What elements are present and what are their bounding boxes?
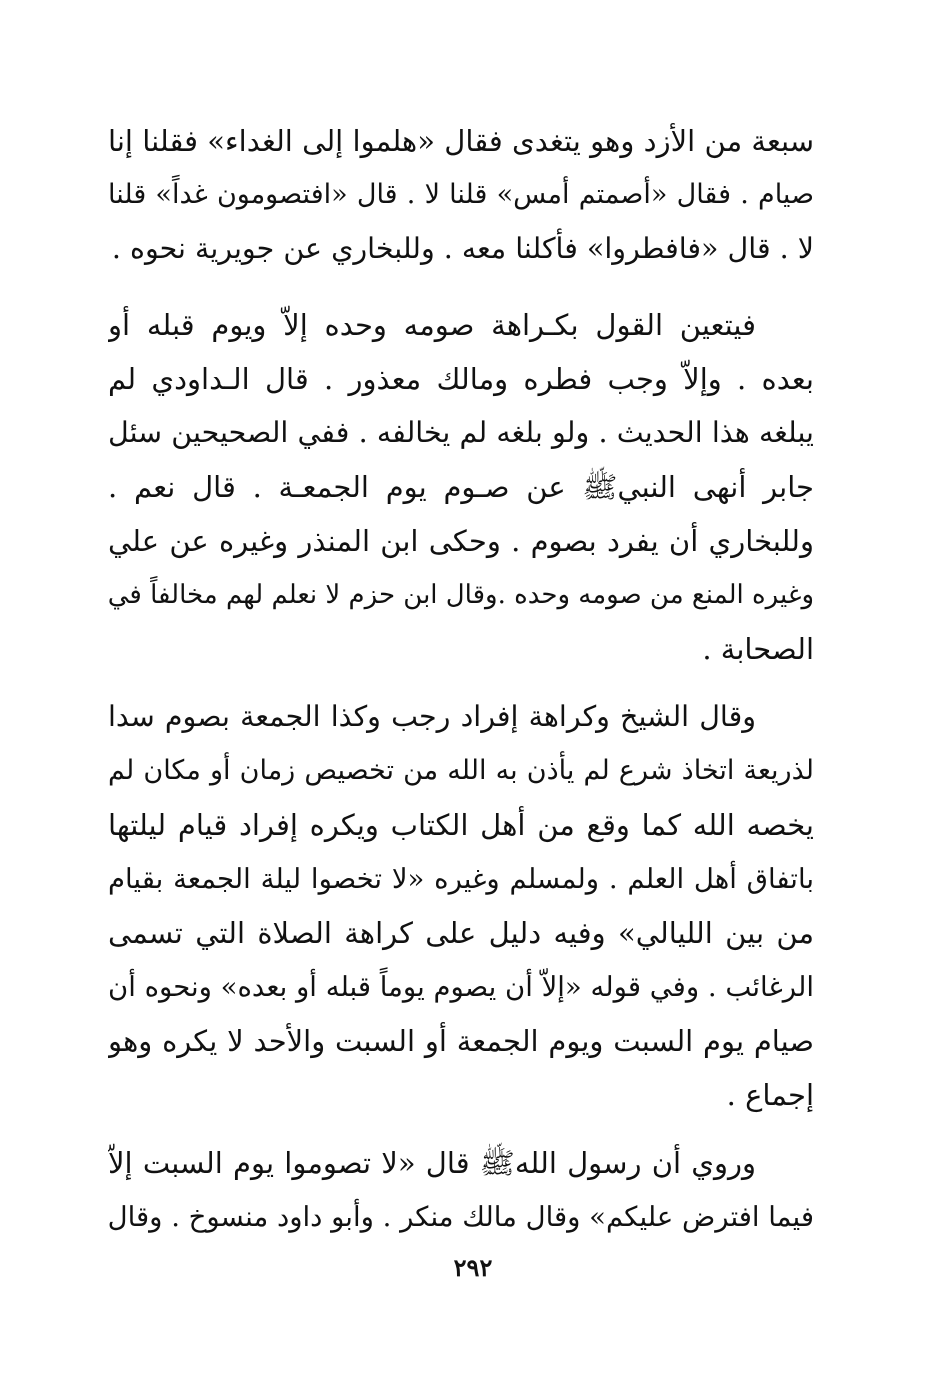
text-line: فيما افترض عليكم» وقال مالك منكر . وأبو داود منسوخ . وقال bbox=[108, 1201, 814, 1233]
paragraph-4 bbox=[108, 1136, 814, 1244]
text-line: وغيره المنع من صومه وحده .وقال ابن حزم لا نعلم لهم مخالفاً في bbox=[108, 580, 814, 610]
text-line: صيام . فقال «أصمتم أمس» قلنا لا . قال «افتصومون غداً» قلنا bbox=[108, 179, 814, 210]
text-line: وروي أن رسول اللهﷺ قال «لا تصوموا يوم السبت إلاّ bbox=[108, 1146, 756, 1180]
text-line: الرغائب . وفي قوله «إلاّ أن يصوم يوماً قبله أو بعده» ونحوه أن bbox=[108, 971, 814, 1003]
paragraph-1 bbox=[108, 114, 814, 276]
text-line: سبعة من الأزد وهو يتغدى فقال «هلموا إلى الغداء» فقلنا إنا bbox=[108, 124, 814, 158]
text-line: وقال الشيخ وكراهة إفراد رجب وكذا الجمعة بصوم سدا bbox=[108, 700, 756, 733]
text-line: من بين الليالي» وفيه دليل على كراهة الصلاة التي تسمى bbox=[108, 916, 814, 950]
text-line: الصحابة . bbox=[702, 632, 814, 666]
text-line: لا . قال «فافطروا» فأكلنا معه . وللبخاري عن جويرية نحوه . bbox=[111, 232, 814, 265]
text-line: يخصه الله كما وقع من أهل الكتاب ويكره إفراد قيام ليلتها bbox=[108, 808, 814, 842]
text-line: لذريعة اتخاذ شرع لم يأذن به الله من تخصيص زمان أو مكان لم bbox=[108, 755, 814, 786]
page-number: ٢٩٢ bbox=[453, 1253, 493, 1282]
text-line: إجماع . bbox=[726, 1078, 814, 1112]
text-line: باتفاق أهل العلم . ولمسلم وغيره «لا تخصوا ليلة الجمعة بقيام bbox=[108, 863, 814, 895]
text-line: فيتعين القول بكـراهة صومه وحده إلاّ ويوم قبله أو bbox=[108, 308, 756, 342]
paragraph-3 bbox=[108, 690, 814, 1122]
paragraph-2 bbox=[108, 298, 814, 676]
text-line: بعده . وإلاّ وجب فطره ومالك معذور . قال الـداودي لم bbox=[108, 362, 814, 396]
text-line: يبلغه هذا الحديث . ولو بلغه لم يخالفه . ففي الصحيحين سئل bbox=[108, 416, 814, 449]
text-line: وللبخاري أن يفرد بصوم . وحكى ابن المنذر وغيره عن علي bbox=[108, 524, 814, 558]
text-line: جابر أنهى النبيﷺ عن صـوم يوم الجمعـة . قال نعم . bbox=[108, 470, 814, 504]
text-line: صيام يوم السبت ويوم الجمعة أو السبت والأحد لا يكره وهو bbox=[108, 1024, 814, 1058]
